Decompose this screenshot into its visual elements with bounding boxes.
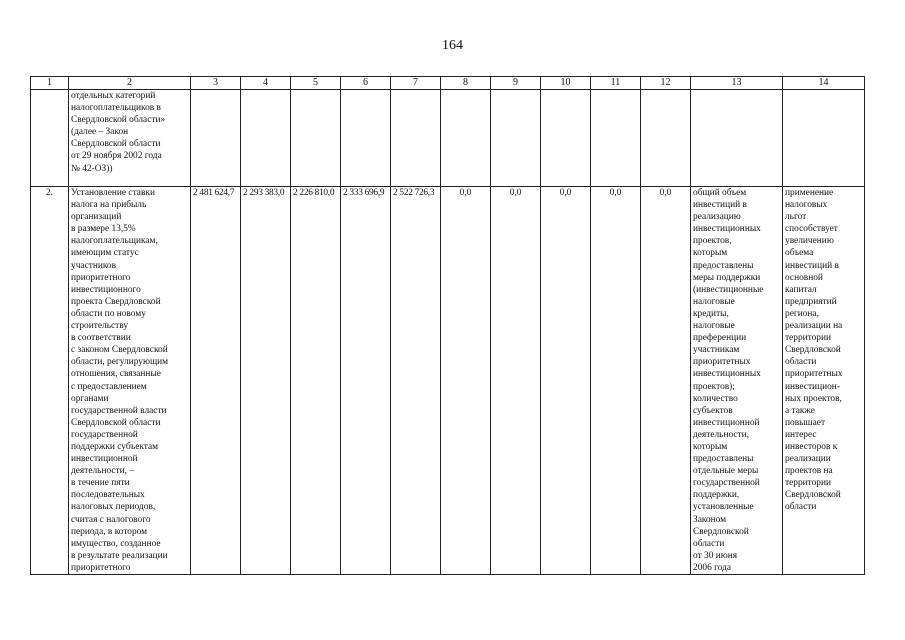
column-number: 14 — [783, 77, 865, 90]
page-number: 164 — [442, 38, 463, 53]
table-row — [31, 90, 865, 187]
value-cell — [541, 90, 591, 187]
value-cell: 2 481 624,7 — [191, 187, 241, 575]
column-number: 6 — [341, 77, 391, 90]
column-number: 7 — [391, 77, 441, 90]
column-number: 10 — [541, 77, 591, 90]
column-number: 5 — [291, 77, 341, 90]
column-number: 1 — [31, 77, 69, 90]
column-number: 11 — [591, 77, 641, 90]
measure-description: Установление ставки налога на прибыль организаций в размере 13,5% налогоплательщикам, имеющим статус участников приоритетного инвестиционного проекта Свердловской области по новому строительству в соответствии с законом Свердловской области, регулирующим отношения, связанные с предоставлением органами государственной власти Свердловской области государственной поддержки субъектам инвестиционной деятельности, – в течение пяти последовательных налоговых периодов, считая с налогового периода, в котором имущество, созданное в результате реализации приоритетного — [69, 187, 191, 575]
value-cell — [441, 90, 491, 187]
result-cell: применение налоговых льгот способствует увеличению объема инвестиций в основной капитал предприятий региона, реализации на территории Свердловской области приоритетных инвестицион- ных проектов, а также повышает интерес инвесторов к реализации проектов на территории Свердловской области — [783, 187, 865, 575]
value-cell: 0,0 — [591, 187, 641, 575]
row-number: 2. — [31, 187, 69, 575]
column-number: 9 — [491, 77, 541, 90]
value-cell — [391, 90, 441, 187]
value-cell — [341, 90, 391, 187]
value-cell: 2 522 726,3 — [391, 187, 441, 575]
table-row — [31, 187, 865, 575]
value-cell: 0,0 — [441, 187, 491, 575]
value-cell — [491, 90, 541, 187]
value-cell: 2 226 810,0 — [291, 187, 341, 575]
value-cell: 2 293 383,0 — [241, 187, 291, 575]
value-cell: 2 333 696,9 — [341, 187, 391, 575]
value-cell: 0,0 — [491, 187, 541, 575]
indicator-cell — [691, 90, 783, 187]
measure-description: отдельных категорий налогоплательщиков в Свердловской области» (далее – Закон Свердловской области от 29 ноября 2002 года № 42-ОЗ)) — [69, 90, 191, 187]
value-cell — [591, 90, 641, 187]
value-cell — [191, 90, 241, 187]
value-cell — [641, 90, 691, 187]
value-cell: 0,0 — [641, 187, 691, 575]
indicator-cell: общий объем инвестиций в реализацию инвестиционных проектов, которым предоставлены меры поддержки (инвестиционные налоговые кредиты, налоговые преференции участникам приоритетных инвестиционных проектов); количество субъектов инвестиционной деятельности, которым предоставлены отдельные меры государственной поддержки, установленные Законом Свердловской области от 30 июня 2006 года — [691, 187, 783, 575]
column-number: 13 — [691, 77, 783, 90]
result-cell — [783, 90, 865, 187]
row-number — [31, 90, 69, 187]
column-number: 8 — [441, 77, 491, 90]
value-cell — [291, 90, 341, 187]
value-cell — [241, 90, 291, 187]
column-number: 12 — [641, 77, 691, 90]
value-cell: 0,0 — [541, 187, 591, 575]
column-number: 3 — [191, 77, 241, 90]
column-number: 2 — [69, 77, 191, 90]
column-number: 4 — [241, 77, 291, 90]
column-number-row — [31, 77, 865, 90]
expenditure-table — [30, 76, 865, 575]
